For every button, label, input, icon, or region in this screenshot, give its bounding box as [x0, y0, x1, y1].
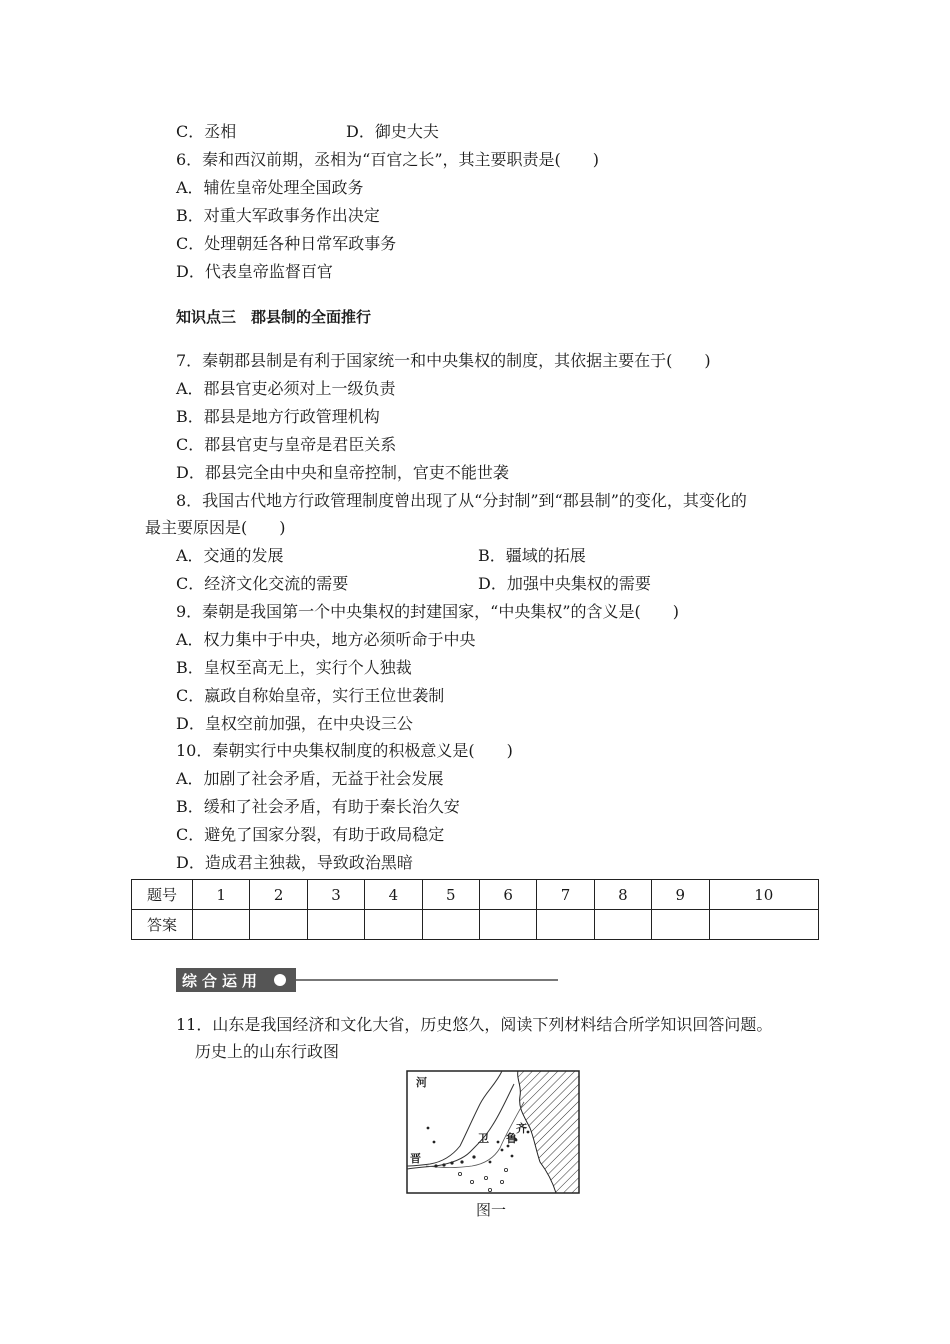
table-cell-number: 5 [422, 880, 479, 910]
q6-option-a: A．辅佐皇帝处理全国政务 [176, 178, 364, 197]
answer-cell[interactable] [250, 910, 307, 940]
q6-option-c: C．处理朝廷各种日常军政事务 [176, 234, 397, 253]
table-cell-number: 3 [307, 880, 364, 910]
q9-option-a: A．权力集中于中央，地方必须听命于中央 [176, 630, 476, 649]
historical-map [406, 1070, 580, 1194]
map-label-qi: 齐 [516, 1122, 527, 1135]
q9-stem: 9．秦朝是我国第一个中央集权的封建国家，“中央集权”的含义是( ) [176, 602, 680, 621]
table-cell-number: 7 [537, 880, 594, 910]
section-heading: 知识点三 郡县制的全面推行 [176, 308, 372, 326]
q9-option-b: B．皇权至高无上，实行个人独裁 [176, 658, 412, 677]
map-label-wei: 卫 [478, 1132, 489, 1145]
table-cell-number: 6 [479, 880, 536, 910]
city-dot [442, 1163, 445, 1166]
q10-option-a: A．加剧了社会矛盾，无益于社会发展 [176, 769, 444, 788]
answer-cell[interactable] [652, 910, 709, 940]
answer-cell[interactable] [193, 910, 250, 940]
city-dot [489, 1161, 492, 1164]
answer-cell[interactable] [709, 910, 818, 940]
section-banner [176, 968, 558, 992]
q5-option-d: D．御史大夫 [346, 122, 439, 141]
answer-cell[interactable] [422, 910, 479, 940]
city-dot [434, 1164, 437, 1167]
q6-stem: 6．秦和西汉前期，丞相为“百官之长”，其主要职责是( ) [176, 150, 600, 169]
map-label-he: 河 [416, 1076, 427, 1089]
q9-option-c: C．嬴政自称始皇帝，实行王位世袭制 [176, 686, 445, 705]
table-cell-number: 8 [594, 880, 651, 910]
banner-title: 综合运用 [182, 972, 263, 990]
bullet-icon [274, 974, 286, 986]
city-dot [427, 1127, 430, 1130]
city-dot [472, 1155, 475, 1158]
q11-subtitle: 历史上的山东行政图 [195, 1042, 340, 1061]
q10-option-d: D．造成君主独裁，导致政治黑暗 [176, 853, 413, 872]
city-dot [497, 1141, 500, 1144]
q8-stem-line2: 最主要原因是( ) [145, 518, 286, 537]
table-head-answer: 答案 [132, 910, 193, 940]
answer-cell[interactable] [479, 910, 536, 940]
city-dot [527, 1131, 530, 1134]
answer-cell[interactable] [365, 910, 422, 940]
city-dot [507, 1145, 510, 1148]
q10-option-b: B．缓和了社会矛盾，有助于秦长治久安 [176, 797, 460, 816]
q7-option-d: D．郡县完全由中央和皇帝控制，官吏不能世袭 [176, 463, 509, 482]
q8-option-c: C．经济文化交流的需要 [176, 574, 349, 593]
q6-option-d: D．代表皇帝监督百官 [176, 262, 333, 281]
q9-option-d: D．皇权空前加强，在中央设三公 [176, 714, 413, 733]
table-cell-number: 9 [652, 880, 709, 910]
q7-stem: 7．秦朝郡县制是有利于国家统一和中央集权的制度，其依据主要在于( ) [176, 351, 711, 370]
q8-option-a: A．交通的发展 [176, 546, 284, 565]
city-dot [501, 1149, 504, 1152]
city-dot [511, 1155, 514, 1158]
q10-stem: 10．秦朝实行中央集权制度的积极意义是( ) [176, 741, 513, 760]
answer-table-row-numbers [132, 880, 819, 910]
q8-option-d: D．加强中央集权的需要 [478, 574, 651, 593]
table-cell-number: 4 [365, 880, 422, 910]
city-dot [433, 1141, 436, 1144]
map-label-lu: 鲁 [506, 1132, 517, 1145]
map-label-jin: 晋 [410, 1152, 421, 1165]
city-dot [450, 1161, 453, 1164]
answer-table-row-answers [132, 910, 819, 940]
answer-cell[interactable] [537, 910, 594, 940]
q7-option-b: B．郡县是地方行政管理机构 [176, 407, 380, 426]
city-dot [460, 1160, 463, 1163]
banner-divider [296, 979, 558, 981]
figure-caption: 图一 [476, 1201, 507, 1219]
table-cell-number: 10 [709, 880, 818, 910]
table-head-number: 题号 [132, 880, 193, 910]
q7-option-a: A．郡县官吏必须对上一级负责 [176, 379, 396, 398]
q5-option-c: C．丞相 [176, 122, 237, 141]
answer-cell[interactable] [594, 910, 651, 940]
answer-table [131, 879, 819, 940]
q11-stem: 11．山东是我国经济和文化大省，历史悠久，阅读下列材料结合所学知识回答问题。 [176, 1015, 773, 1034]
table-cell-number: 1 [193, 880, 250, 910]
q6-option-b: B．对重大军政事务作出决定 [176, 206, 380, 225]
answer-cell[interactable] [307, 910, 364, 940]
q8-stem-line1: 8．我国古代地方行政管理制度曾出现了从“分封制”到“郡县制”的变化，其变化的 [176, 491, 747, 510]
q8-option-b: B．疆域的拓展 [478, 546, 586, 565]
q7-option-c: C．郡县官吏与皇帝是君臣关系 [176, 435, 397, 454]
table-cell-number: 2 [250, 880, 307, 910]
q10-option-c: C．避免了国家分裂，有助于政局稳定 [176, 825, 445, 844]
